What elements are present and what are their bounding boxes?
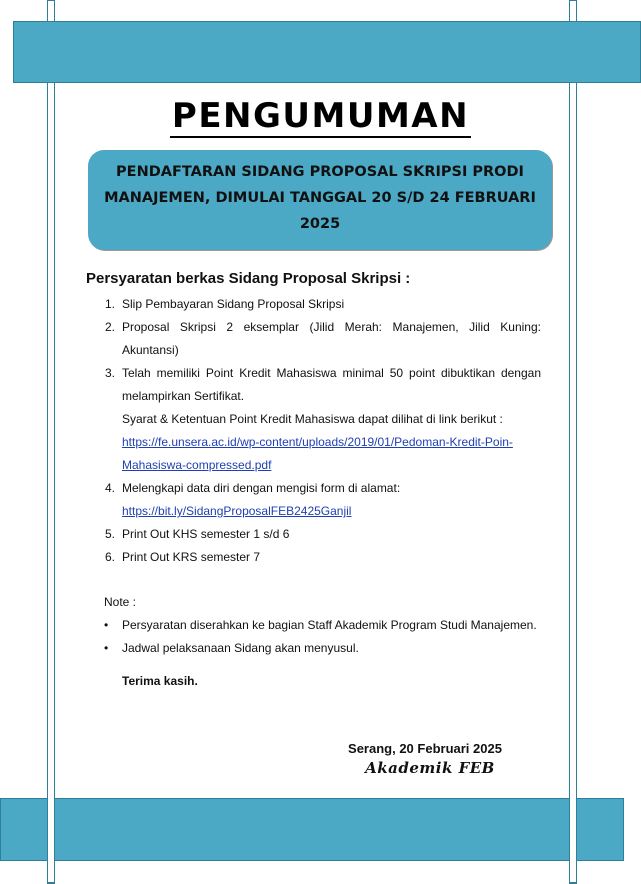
subtitle-line: PENDAFTARAN SIDANG PROPOSAL SKRIPSI PRODI xyxy=(116,164,524,180)
subtitle-line: 2025 xyxy=(299,216,341,232)
note-item xyxy=(104,637,541,660)
item-text: Print Out KHS semester 1 s/d 6 xyxy=(122,527,290,541)
signature-block xyxy=(300,740,550,778)
requirement-item xyxy=(105,546,541,569)
announcement-title xyxy=(0,96,641,136)
item-number: 6. xyxy=(105,550,116,564)
requirements-heading: Persyaratan berkas Sidang Proposal Skripsi : xyxy=(86,270,411,287)
requirement-item xyxy=(105,362,541,477)
place-date: Serang, 20 Februari 2025 xyxy=(348,741,502,756)
requirement-item xyxy=(105,316,541,362)
bullet-icon: • xyxy=(104,618,109,632)
item-text: Print Out KRS semester 7 xyxy=(122,550,261,564)
note-text: Jadwal pelaksanaan Sidang akan menyusul. xyxy=(122,641,359,655)
item-text: Proposal Skripsi 2 eksemplar (Jilid Merah: Manajemen, Jilid Kuning: Akuntansi) xyxy=(122,320,541,357)
item-number: 5. xyxy=(105,527,116,541)
note-text: Persyaratan diserahkan ke bagian Staff Akademik Program Studi Manajemen. xyxy=(122,618,537,632)
bullet-icon: • xyxy=(104,641,109,655)
decorative-strip-left-overlay xyxy=(47,780,55,883)
item-text: Melengkapi data diri dengan mengisi form di alamat: xyxy=(122,481,401,495)
requirement-item xyxy=(105,523,541,546)
item-number: 3. xyxy=(105,366,116,380)
notes-list xyxy=(86,614,541,660)
item-number: 4. xyxy=(105,481,116,495)
header-banner xyxy=(13,21,641,83)
subtitle-line: MANAJEMEN, DIMULAI TANGGAL 20 S/D 24 FEBRUARI xyxy=(104,190,536,206)
item-text: Slip Pembayaran Sidang Proposal Skripsi xyxy=(122,297,345,311)
note-item xyxy=(104,614,541,637)
closing-text: Terima kasih. xyxy=(122,674,198,688)
credit-guide-link[interactable]: https://fe.unsera.ac.id/wp-content/uploads/2019/01/Pedoman-Kredit-Poin-Mahasiswa-compressed.pdf xyxy=(122,435,513,472)
subtitle-box xyxy=(88,150,552,250)
title-text: PENGUMUMAN xyxy=(171,96,470,136)
requirement-item xyxy=(105,293,541,316)
requirement-item xyxy=(105,477,541,523)
signing-organization: Akademik FEB xyxy=(365,759,495,777)
announcement-body xyxy=(86,270,541,688)
note-label: Note : xyxy=(104,595,137,609)
requirements-list xyxy=(86,293,541,569)
footer-banner xyxy=(0,798,624,861)
item-text: Telah memiliki Point Kredit Mahasiswa minimal 50 point dibuktikan dengan melampirkan Sertifikat. xyxy=(122,366,541,403)
item-number: 2. xyxy=(105,320,116,334)
decorative-strip-right-overlay xyxy=(569,780,577,883)
item-number: 1. xyxy=(105,297,116,311)
item-extra-text: Syarat & Ketentuan Point Kredit Mahasiswa dapat dilihat di link berikut : xyxy=(122,412,503,426)
form-link[interactable]: https://bit.ly/SidangProposalFEB2425Ganjil xyxy=(122,504,352,518)
